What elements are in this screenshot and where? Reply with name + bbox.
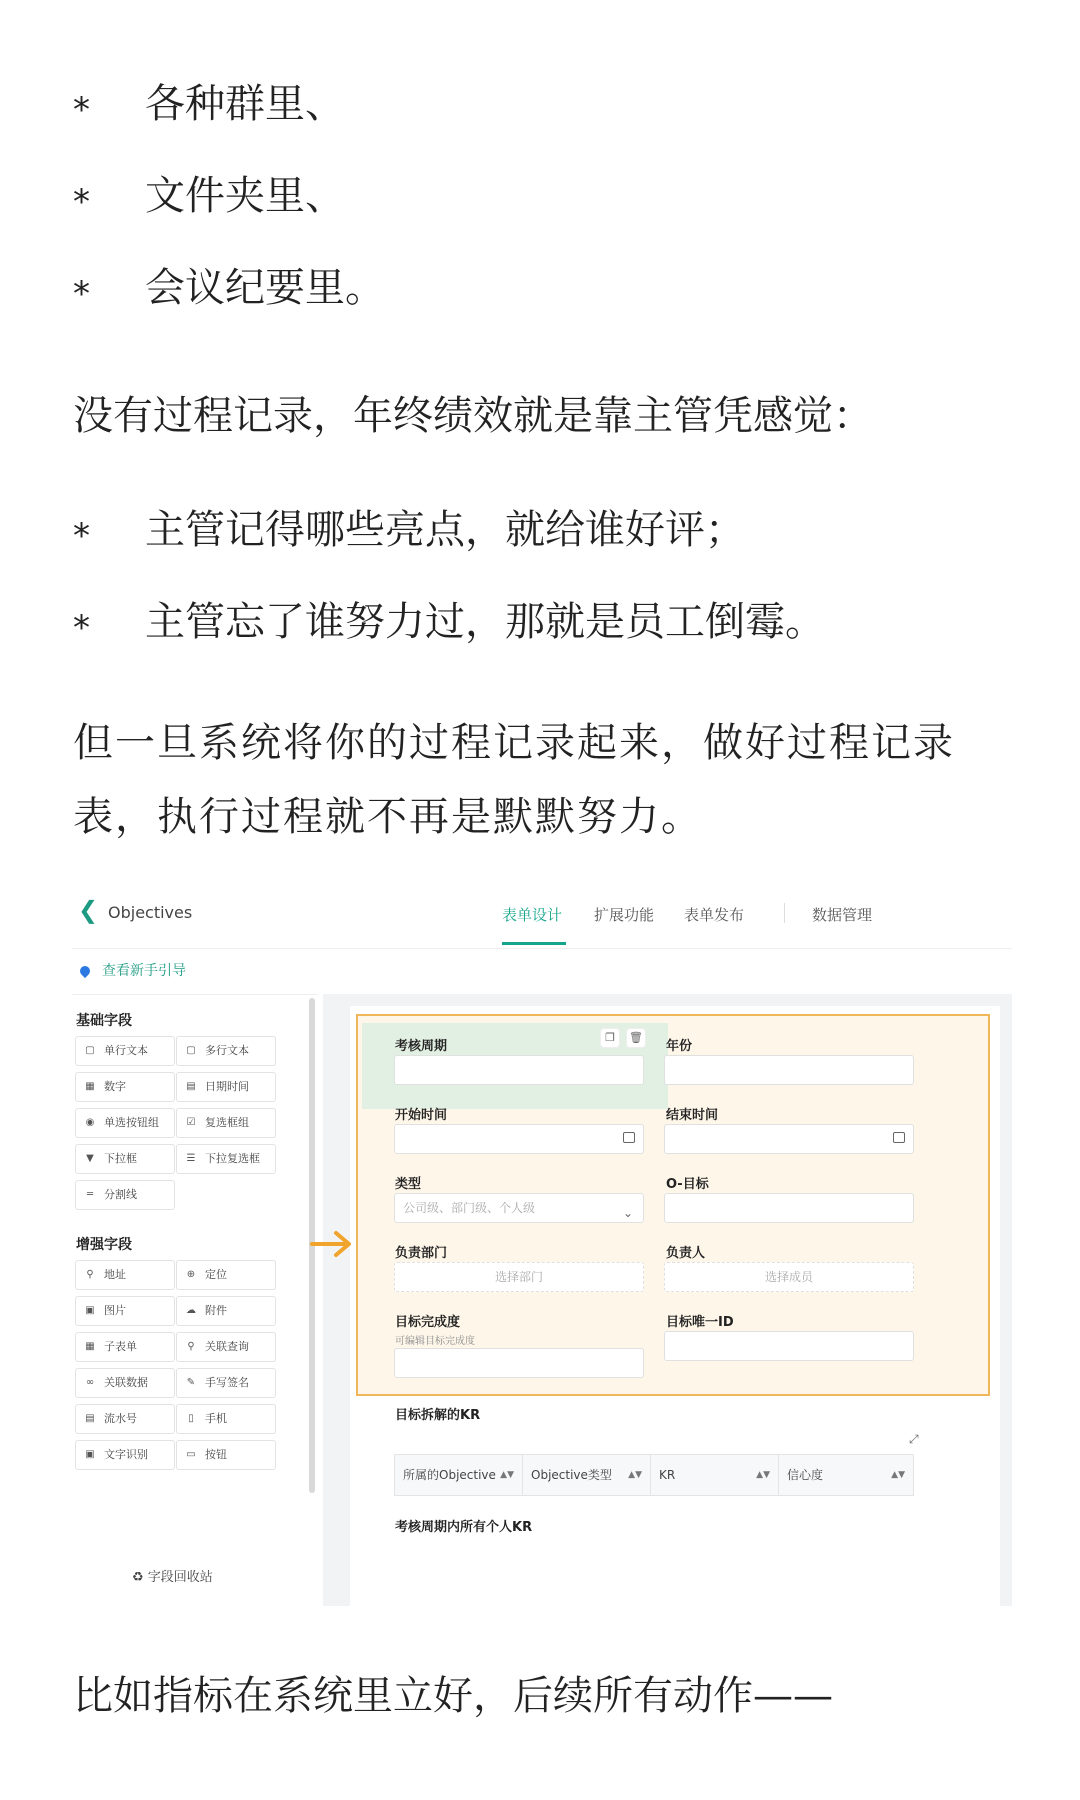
scan-icon: ▣ [85, 1449, 95, 1460]
list-icon: ☰ [186, 1153, 196, 1164]
cloud-upload-icon: ☁ [186, 1305, 196, 1316]
type-select[interactable] [394, 1193, 644, 1223]
recycle-icon: ♻ [132, 1570, 148, 1585]
column-label: KR [659, 1468, 676, 1482]
completion-input[interactable] [394, 1348, 644, 1378]
field-label: 下拉复选框 [205, 1152, 260, 1165]
field-label: 文字识别 [104, 1448, 148, 1461]
textarea-icon: ▢ [186, 1045, 196, 1056]
column-label: Objective类型 [531, 1468, 612, 1482]
dept-picker[interactable] [394, 1262, 644, 1292]
field-label: 关联数据 [104, 1376, 148, 1389]
column-label: 所属的Objective [403, 1468, 496, 1482]
field-ocr[interactable] [75, 1440, 175, 1470]
map-pin-icon: ⚲ [86, 1269, 94, 1280]
sort-icon: ▲▼ [628, 1470, 642, 1480]
field-multi-text[interactable] [176, 1036, 276, 1066]
sort-icon: ▲▼ [500, 1470, 514, 1480]
recycle-bin-link[interactable] [132, 1566, 213, 1585]
guide-label: 查看新手引导 [102, 963, 186, 979]
owner-placeholder: 选择成员 [764, 1270, 813, 1284]
paragraph: 但一旦系统将你的过程记录起来，做好过程记录表，执行过程就不再是默默努力。 [73, 720, 955, 840]
field-label-type: 类型 [395, 1177, 422, 1192]
dept-placeholder: 选择部门 [494, 1270, 543, 1284]
calendar-icon [623, 1132, 635, 1143]
field-label: 附件 [205, 1304, 227, 1317]
field-related-query[interactable] [176, 1332, 276, 1362]
cut-section-title: 考核周期内所有个人KR [395, 1520, 533, 1535]
bullet-star: * [73, 608, 90, 648]
sort-icon: ▲▼ [756, 1470, 770, 1480]
guide-link[interactable] [80, 960, 186, 980]
field-label-year: 年份 [666, 1039, 693, 1054]
image-icon: ▣ [85, 1305, 95, 1316]
field-label-dept: 负责部门 [395, 1246, 448, 1261]
paragraph: 比如指标在系统里立好，后续所有动作—— [73, 1673, 833, 1719]
checkbox-icon: ☑ [186, 1117, 196, 1128]
paragraph: 没有过程记录，年终绩效就是靠主管凭感觉： [73, 393, 873, 439]
field-label: 分割线 [104, 1188, 137, 1201]
bullet-star: * [73, 274, 90, 314]
sort-icon: ▲▼ [891, 1470, 905, 1480]
number-icon: ▦ [85, 1081, 95, 1092]
field-related-data[interactable] [75, 1368, 175, 1398]
field-phone[interactable] [176, 1404, 276, 1434]
column-label: 信心度 [787, 1468, 824, 1482]
field-label-start: 开始时间 [395, 1108, 448, 1123]
tab-divider [784, 903, 785, 923]
basic-fields-title: 基础字段 [76, 1013, 132, 1029]
phone-icon: ▯ [188, 1413, 194, 1424]
field-number[interactable] [75, 1072, 175, 1102]
serial-icon: ▤ [85, 1413, 95, 1424]
field-single-text[interactable] [75, 1036, 175, 1066]
expand-icon[interactable]: ⤢ [909, 1432, 919, 1446]
trash-icon[interactable]: 🗑 [626, 1028, 646, 1048]
calendar-icon [893, 1132, 905, 1143]
tab-extensions[interactable]: 扩展功能 [594, 906, 655, 924]
recycle-label: 字段回收站 [147, 1570, 213, 1585]
column-header[interactable] [523, 1455, 651, 1495]
field-label: 定位 [205, 1268, 227, 1281]
field-label: 图片 [104, 1304, 126, 1317]
field-label: 单选按钮组 [104, 1116, 159, 1129]
bullet-star: * [73, 90, 90, 130]
field-signature[interactable] [176, 1368, 276, 1398]
start-date-input[interactable] [394, 1124, 644, 1154]
field-location[interactable] [176, 1260, 276, 1290]
field-label: 关联查询 [205, 1340, 249, 1353]
arrow-right-icon [308, 1228, 356, 1260]
field-dropdown-multi[interactable] [176, 1144, 276, 1174]
field-dropdown[interactable] [75, 1144, 175, 1174]
field-datetime[interactable] [176, 1072, 276, 1102]
field-label-o-goal: O-目标 [666, 1177, 709, 1192]
crosshair-icon: ⊕ [186, 1269, 196, 1280]
tab-data-management[interactable]: 数据管理 [812, 906, 873, 924]
active-tab-indicator [502, 942, 566, 945]
copy-icon[interactable]: ❐ [600, 1028, 620, 1048]
field-label: 按钮 [205, 1448, 227, 1461]
field-label: 多行文本 [205, 1044, 249, 1057]
divider-icon: ═ [86, 1189, 94, 1200]
button-icon: ▭ [186, 1449, 196, 1460]
field-label: 复选框组 [205, 1116, 249, 1129]
field-label: 数字 [104, 1080, 126, 1093]
chevron-left-icon[interactable]: ❮ [78, 896, 99, 924]
field-radio-group[interactable] [75, 1108, 175, 1138]
field-label: 地址 [104, 1268, 126, 1281]
field-label: 手写签名 [205, 1376, 249, 1389]
calendar-icon: ▤ [186, 1081, 196, 1092]
uid-input[interactable] [664, 1331, 914, 1361]
tab-form-design[interactable]: 表单设计 [502, 906, 563, 924]
field-image[interactable] [75, 1296, 175, 1326]
column-header[interactable] [779, 1455, 913, 1495]
field-button[interactable] [176, 1440, 276, 1470]
field-checkbox-group[interactable] [176, 1108, 276, 1138]
owner-picker[interactable] [664, 1262, 914, 1292]
column-header[interactable] [395, 1455, 523, 1495]
form-designer-screenshot [72, 876, 1012, 1606]
field-address[interactable] [75, 1260, 175, 1290]
link-icon: ∞ [85, 1377, 95, 1388]
field-divider[interactable] [75, 1180, 175, 1210]
bullet-text: 主管忘了谁努力过，那就是员工倒霉。 [145, 599, 825, 645]
table-icon: ▦ [85, 1341, 95, 1352]
field-label: 子表单 [104, 1340, 137, 1353]
radio-icon: ◉ [85, 1117, 95, 1128]
bullet-text: 会议纪要里。 [145, 265, 385, 311]
bullet-text: 主管记得哪些亮点，就给谁好评； [145, 507, 745, 553]
field-label: 单行文本 [104, 1044, 148, 1057]
field-label-completion: 目标完成度 [395, 1315, 461, 1330]
bullet-text: 文件夹里、 [145, 173, 345, 219]
bullet-star: * [73, 516, 90, 556]
text-field-icon: ▢ [85, 1045, 95, 1056]
field-label: 日期时间 [205, 1080, 249, 1093]
field-label-cycle: 考核周期 [395, 1039, 448, 1054]
location-pin-icon [78, 964, 92, 978]
pen-icon: ✎ [186, 1377, 196, 1388]
app-title: Objectives [108, 903, 193, 922]
field-label: 流水号 [104, 1412, 137, 1425]
cycle-input[interactable] [394, 1055, 644, 1085]
field-label-end: 结束时间 [666, 1108, 719, 1123]
field-serial-number[interactable] [75, 1404, 175, 1434]
link-search-icon: ⚲ [187, 1341, 195, 1352]
field-attachment[interactable] [176, 1296, 276, 1326]
bullet-text: 各种群里、 [145, 81, 345, 127]
kr-section-title: 目标拆解的KR [395, 1408, 481, 1423]
end-date-input[interactable] [664, 1124, 914, 1154]
field-label-owner: 负责人 [666, 1246, 706, 1261]
bullet-star: * [73, 182, 90, 222]
column-header[interactable] [651, 1455, 779, 1495]
tab-publish[interactable]: 表单发布 [684, 906, 745, 924]
chevron-down-icon: ⌄ [622, 1206, 633, 1220]
field-label: 下拉框 [104, 1152, 137, 1165]
completion-hint: 可编辑目标完成度 [395, 1336, 475, 1347]
field-subform[interactable] [75, 1332, 175, 1362]
kr-table-header [394, 1454, 914, 1496]
field-label: 手机 [205, 1412, 227, 1425]
field-label-uid: 目标唯一ID [666, 1315, 734, 1330]
year-input[interactable] [664, 1055, 914, 1085]
dropdown-icon: ▼ [86, 1153, 94, 1164]
type-placeholder: 公司级、部门级、个人级 [403, 1201, 536, 1215]
top-bar [72, 876, 1012, 949]
o-goal-input[interactable] [664, 1193, 914, 1223]
enhanced-fields-title: 增强字段 [76, 1237, 132, 1253]
